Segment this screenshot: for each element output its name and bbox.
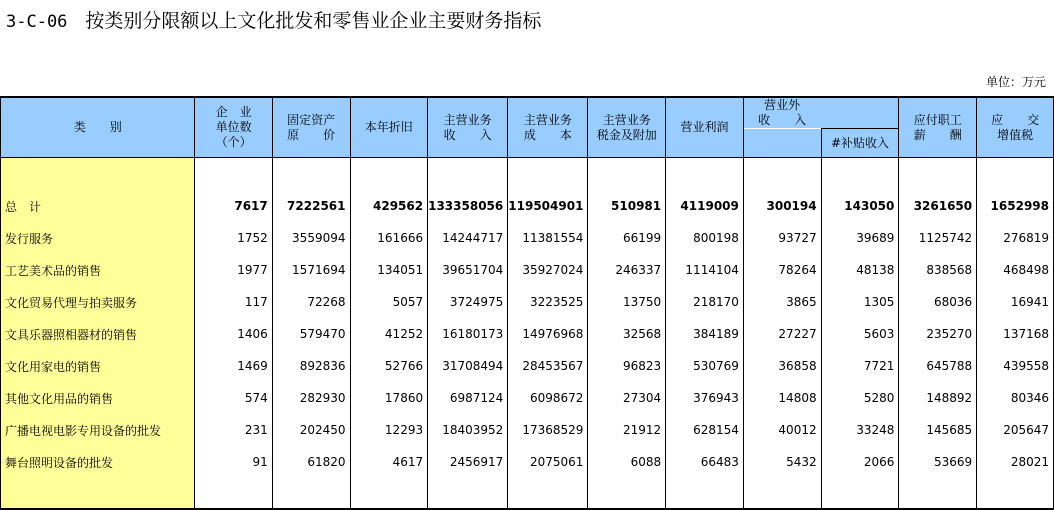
table-cell: 1977 — [195, 254, 272, 286]
table-cell: 68036 — [899, 286, 977, 318]
spacer-cell — [350, 158, 428, 191]
header-main-income — [428, 97, 508, 158]
table-cell: 231 — [195, 414, 272, 446]
table-cell: 5280 — [821, 382, 899, 414]
table-cell: 31708494 — [428, 350, 508, 382]
spacer-cell — [899, 158, 977, 191]
table-cell: 18403952 — [428, 414, 508, 446]
table-cell: 1125742 — [899, 222, 977, 254]
table-cell: 16180173 — [428, 318, 508, 350]
tail-cell — [350, 478, 428, 509]
tail-row — [1, 478, 1054, 509]
table-cell: 39689 — [821, 222, 899, 254]
table-cell: 3724975 — [428, 286, 508, 318]
table-cell: 3261650 — [899, 190, 977, 222]
table-cell: 161666 — [350, 222, 428, 254]
table-cell: 48138 — [821, 254, 899, 286]
table-cell: 429562 — [350, 190, 428, 222]
table-cell: 246337 — [588, 254, 666, 286]
table-cell: 1305 — [821, 286, 899, 318]
spacer-cell — [821, 158, 899, 191]
header-main-cost-line1: 主营业务 — [523, 112, 572, 127]
header-payroll-line2: 薪 酬 — [913, 127, 962, 142]
table-cell: 28021 — [977, 446, 1054, 478]
table-cell: 117 — [195, 286, 272, 318]
table-cell: 628154 — [666, 414, 744, 446]
table-row — [1, 254, 1054, 286]
table-cell: 33248 — [821, 414, 899, 446]
header-fixed-assets — [272, 97, 350, 158]
tail-cell — [821, 478, 899, 509]
row-label: 文具乐器照相器材的销售 — [1, 318, 195, 350]
table-cell: 66483 — [666, 446, 744, 478]
table-cell: 134051 — [350, 254, 428, 286]
table-cell: 16941 — [977, 286, 1054, 318]
table-cell: 91 — [195, 446, 272, 478]
header-payroll — [899, 97, 977, 158]
table-cell: 6987124 — [428, 382, 508, 414]
financial-table — [0, 96, 1054, 510]
table-row — [1, 414, 1054, 446]
total-row — [1, 190, 1054, 222]
header-main-income-line2: 收 入 — [443, 127, 492, 142]
tail-cell — [666, 478, 744, 509]
table-cell: 892836 — [272, 350, 350, 382]
table-cell: 28453567 — [508, 350, 588, 382]
header-vat-line1: 应 交 — [991, 112, 1040, 127]
table-cell: 119504901 — [508, 190, 588, 222]
tail-cell — [899, 478, 977, 509]
table-cell: 376943 — [666, 382, 744, 414]
table-cell: 579470 — [272, 318, 350, 350]
table-cell: 800198 — [666, 222, 744, 254]
header-profit: 营业利润 — [666, 97, 744, 158]
table-cell: 11381554 — [508, 222, 588, 254]
row-label: 文化贸易代理与拍卖服务 — [1, 286, 195, 318]
table-code: 3-C-06 — [6, 12, 68, 32]
table-cell: 35927024 — [508, 254, 588, 286]
header-units-line2: 单位数 — [215, 120, 252, 134]
table-title-text: 按类别分限额以上文化批发和零售业企业主要财务指标 — [85, 10, 542, 32]
table-cell: 27227 — [743, 318, 821, 350]
table-cell: 276819 — [977, 222, 1054, 254]
table-cell: 3559094 — [272, 222, 350, 254]
table-cell: 300194 — [743, 190, 821, 222]
table-cell: 2456917 — [428, 446, 508, 478]
header-non-op-income — [743, 97, 899, 129]
table-cell: 53669 — [899, 446, 977, 478]
table-row — [1, 222, 1054, 254]
header-fixed-assets-line1: 固定资产 — [287, 112, 336, 127]
row-label: 工艺美术品的销售 — [1, 254, 195, 286]
header-units-line3: （个） — [215, 135, 252, 149]
header-non-op-income-line2: 收 入 — [758, 113, 807, 127]
table-cell: 12293 — [350, 414, 428, 446]
table-cell: 530769 — [666, 350, 744, 382]
header-main-tax-line1: 主营业务 — [602, 112, 651, 127]
table-cell: 4617 — [350, 446, 428, 478]
table-cell: 838568 — [899, 254, 977, 286]
spacer-cell — [588, 158, 666, 191]
table-cell: 5432 — [743, 446, 821, 478]
header-subsidy: #补贴收入 — [821, 129, 899, 158]
table-cell: 40012 — [743, 414, 821, 446]
tail-cell — [1, 478, 195, 509]
table-cell: 1469 — [195, 350, 272, 382]
table-cell: 32568 — [588, 318, 666, 350]
table-cell: 2066 — [821, 446, 899, 478]
table-row — [1, 318, 1054, 350]
spacer-cell — [272, 158, 350, 191]
table-cell: 235270 — [899, 318, 977, 350]
header-vat-line2: 增值税 — [997, 127, 1034, 142]
table-cell: 143050 — [821, 190, 899, 222]
table-cell: 72268 — [272, 286, 350, 318]
tail-cell — [977, 478, 1054, 509]
table-cell: 148892 — [899, 382, 977, 414]
table-cell: 2075061 — [508, 446, 588, 478]
spacer-cell — [977, 158, 1054, 191]
table-cell: 52766 — [350, 350, 428, 382]
page-title — [6, 6, 541, 33]
table-cell: 6098672 — [508, 382, 588, 414]
row-label: 总 计 — [1, 190, 195, 222]
header-units — [195, 97, 272, 158]
table-cell: 1571694 — [272, 254, 350, 286]
table-cell: 13750 — [588, 286, 666, 318]
table-row — [1, 350, 1054, 382]
table-cell: 3865 — [743, 286, 821, 318]
table-cell: 439558 — [977, 350, 1054, 382]
tail-cell — [195, 478, 272, 509]
table-cell: 7617 — [195, 190, 272, 222]
table-cell: 1406 — [195, 318, 272, 350]
header-main-tax-line2: 税金及附加 — [596, 127, 657, 142]
table-cell: 17860 — [350, 382, 428, 414]
table-row — [1, 446, 1054, 478]
tail-cell — [588, 478, 666, 509]
spacer-row — [1, 158, 1054, 191]
row-label: 其他文化用品的销售 — [1, 382, 195, 414]
table-cell: 133358056 — [428, 190, 508, 222]
table-cell: 384189 — [666, 318, 744, 350]
spacer-cell — [666, 158, 744, 191]
header-units-line1: 企 业 — [215, 105, 252, 119]
tail-cell — [743, 478, 821, 509]
table-cell: 96823 — [588, 350, 666, 382]
header-non-op-income-line1: 营业外 — [764, 98, 801, 112]
header-category: 类 别 — [1, 97, 195, 158]
table-cell: 93727 — [743, 222, 821, 254]
header-main-cost-line2: 成 本 — [523, 127, 572, 142]
table-cell: 1114104 — [666, 254, 744, 286]
row-label: 发行服务 — [1, 222, 195, 254]
table-cell: 282930 — [272, 382, 350, 414]
table-cell: 27304 — [588, 382, 666, 414]
table-cell: 7222561 — [272, 190, 350, 222]
table-cell: 39651704 — [428, 254, 508, 286]
header-vat — [977, 97, 1054, 158]
spacer-cell — [428, 158, 508, 191]
table-cell: 574 — [195, 382, 272, 414]
table-cell: 14976968 — [508, 318, 588, 350]
table-cell: 468498 — [977, 254, 1054, 286]
table-cell: 14808 — [743, 382, 821, 414]
header-payroll-line1: 应付职工 — [913, 112, 962, 127]
table-cell: 5057 — [350, 286, 428, 318]
table-cell: 205647 — [977, 414, 1054, 446]
table-cell: 137168 — [977, 318, 1054, 350]
table-row — [1, 286, 1054, 318]
header-main-tax — [588, 97, 666, 158]
table-cell: 1652998 — [977, 190, 1054, 222]
table-cell: 61820 — [272, 446, 350, 478]
row-label: 文化用家电的销售 — [1, 350, 195, 382]
table-cell: 510981 — [588, 190, 666, 222]
table-cell: 21912 — [588, 414, 666, 446]
tail-cell — [272, 478, 350, 509]
table-cell: 80346 — [977, 382, 1054, 414]
table-cell: 145685 — [899, 414, 977, 446]
row-label: 舞台照明设备的批发 — [1, 446, 195, 478]
header-main-cost — [508, 97, 588, 158]
header-main-income-line1: 主营业务 — [443, 112, 492, 127]
unit-label: 单位：万元 — [986, 75, 1047, 89]
table-row — [1, 382, 1054, 414]
table-cell: 14244717 — [428, 222, 508, 254]
tail-cell — [508, 478, 588, 509]
table-cell: 17368529 — [508, 414, 588, 446]
table-cell: 202450 — [272, 414, 350, 446]
table-cell: 6088 — [588, 446, 666, 478]
table-cell: 3223525 — [508, 286, 588, 318]
spacer-cell — [508, 158, 588, 191]
row-label: 广播电视电影专用设备的批发 — [1, 414, 195, 446]
spacer-cell — [743, 158, 821, 191]
header-depreciation: 本年折旧 — [350, 97, 428, 158]
table-cell: 645788 — [899, 350, 977, 382]
tail-cell — [428, 478, 508, 509]
table-cell: 78264 — [743, 254, 821, 286]
spacer-cell — [195, 158, 272, 191]
header-non-op-income-sub-blank — [743, 129, 821, 158]
table-cell: 7721 — [821, 350, 899, 382]
table-cell: 218170 — [666, 286, 744, 318]
table-cell: 5603 — [821, 318, 899, 350]
table-cell: 66199 — [588, 222, 666, 254]
spacer-cell — [1, 158, 195, 191]
header-fixed-assets-line2: 原 价 — [287, 127, 336, 142]
table-cell: 36858 — [743, 350, 821, 382]
table-cell: 1752 — [195, 222, 272, 254]
table-cell: 4119009 — [666, 190, 744, 222]
table-cell: 41252 — [350, 318, 428, 350]
